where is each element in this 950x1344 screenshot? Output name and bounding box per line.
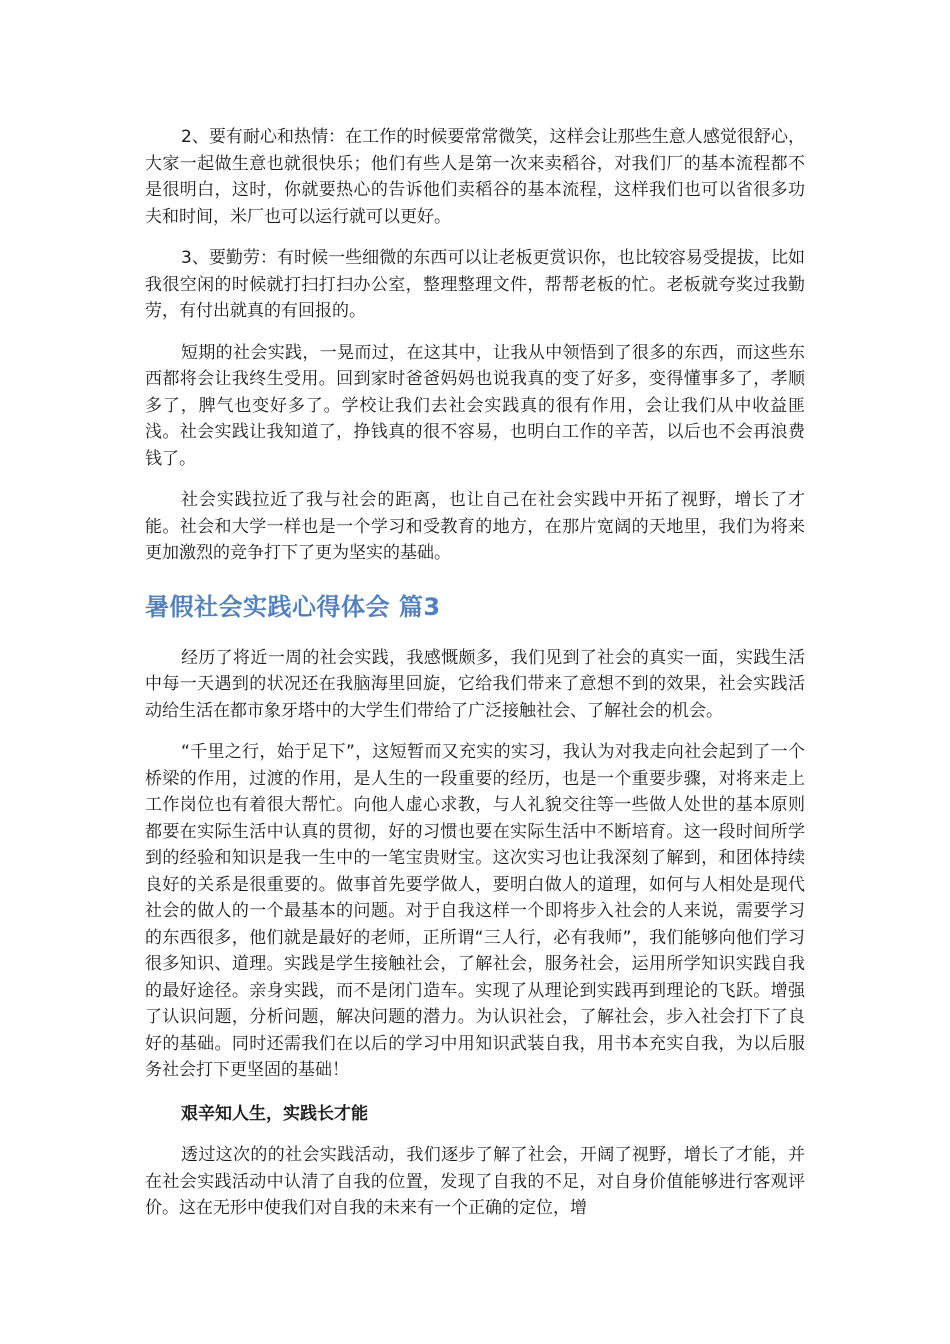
paragraph-last: 透过这次的的社会实践活动，我们逐步了解了社会，开阔了视野，增长了才能，并在社会实践活动中认清了自我的位置，发现了自我的不足，对自身价值能够进行客观评价。这在无形中使我们对自我的未来有一个正确的定位，增 bbox=[145, 1145, 805, 1218]
paragraph-one-week: 经历了将近一周的社会实践，我感慨颇多，我们见到了社会的真实一面，实践生活中每一天遇到的状况还在我脑海里回旋，它给我们带来了意想不到的效果，社会实践活动给生活在都市象牙塔中的大学生们带给了广泛接触社会、了解社会的机会。 bbox=[145, 647, 805, 721]
paragraph-short-practice: 短期的社会实践，一晃而过，在这其中，让我从中领悟到了很多的东西，而这些东西都将会让我终生受用。回到家时爸爸妈妈也说我真的变了好多，变得懂事多了，孝顺多了，脾气也变好多了。学校让我们去社会实践真的很有作用，会让我们从中收益匪浅。社会实践让我知道了，挣钱真的很不容易，也明白工作的辛苦，以后也不会再浪费钱了。 bbox=[145, 342, 805, 469]
subheading: 艰辛知人生，实践长才能 bbox=[181, 1103, 368, 1124]
section-heading: 暑假社会实践心得体会 篇3 bbox=[145, 592, 441, 621]
paragraph-diligence: 3、要勤劳：有时候一些细微的东西可以让老板更赏识你，也比较容易受提拔，比如我很空闲的时候就打扫打扫办公室，整理整理文件，帮帮老板的忙。老板就夸奖过我勤劳，有付出就真的有回报的。 bbox=[145, 248, 805, 321]
paragraph-society-distance: 社会实践拉近了我与社会的距离，也让自己在社会实践中开拓了视野，增长了才能。社会和大学一样也是一个学习和受教育的地方，在那片宽阔的天地里，我们为将来更加激烈的竞争打下了更为坚实的基础。 bbox=[145, 490, 805, 563]
document-page bbox=[145, 124, 805, 1222]
paragraph-patience: 2、要有耐心和热情：在工作的时候要常常微笑，这样会让那些生意人感觉很舒心，大家一起做生意也就很快乐；他们有些人是第一次来卖稻谷，对我们厂的基本流程都不是很明白，这时，你就要热心的告诉他们卖稻谷的基本流程，这样我们也可以省很多功夫和时间，米厂也可以运行就可以更好。 bbox=[145, 127, 805, 227]
paragraph-thousand-miles: “千里之行，始于足下”，这短暂而又充实的实习，我认为对我走向社会起到了一个桥梁的作用，过渡的作用，是人生的一段重要的经历，也是一个重要步骤，对将来走上工作岗位也有着很大帮忙。向他人虚心求教，与人礼貌交往等一些做人处世的基本原则都要在实际生活中认真的贯彻，好的习惯也要在实际生活中不断培育。这一段时间所学到的经验和知识是我一生中的一笔宝贵财宝。这次实习也让我深刻了解到，和团体持续良好的关系是很重要的。做事首先要学做人，要明白做人的道理，如何与人相处是现代社会的做人的一个最基本的问题。对于自我这样一个即将步入社会的人来说，需要学习的东西很多，他们就是最好的老师，正所谓“三人行，必有我师”，我们能够向他们学习很多知识、道理。实践是学生接触社会，了解社会，服务社会，运用所学知识实践自我的最好途径。亲身实践，而不是闭门造车。实现了从理论到实践再到理论的飞跃。增强了认识问题，分析问题，解决问题的潜力。为认识社会，了解社会，步入社会打下了良好的基础。同时还需我们在以后的学习中用知识武装自我，用书本充实自我，为以后服务社会打下更坚固的基础！ bbox=[145, 742, 805, 1080]
